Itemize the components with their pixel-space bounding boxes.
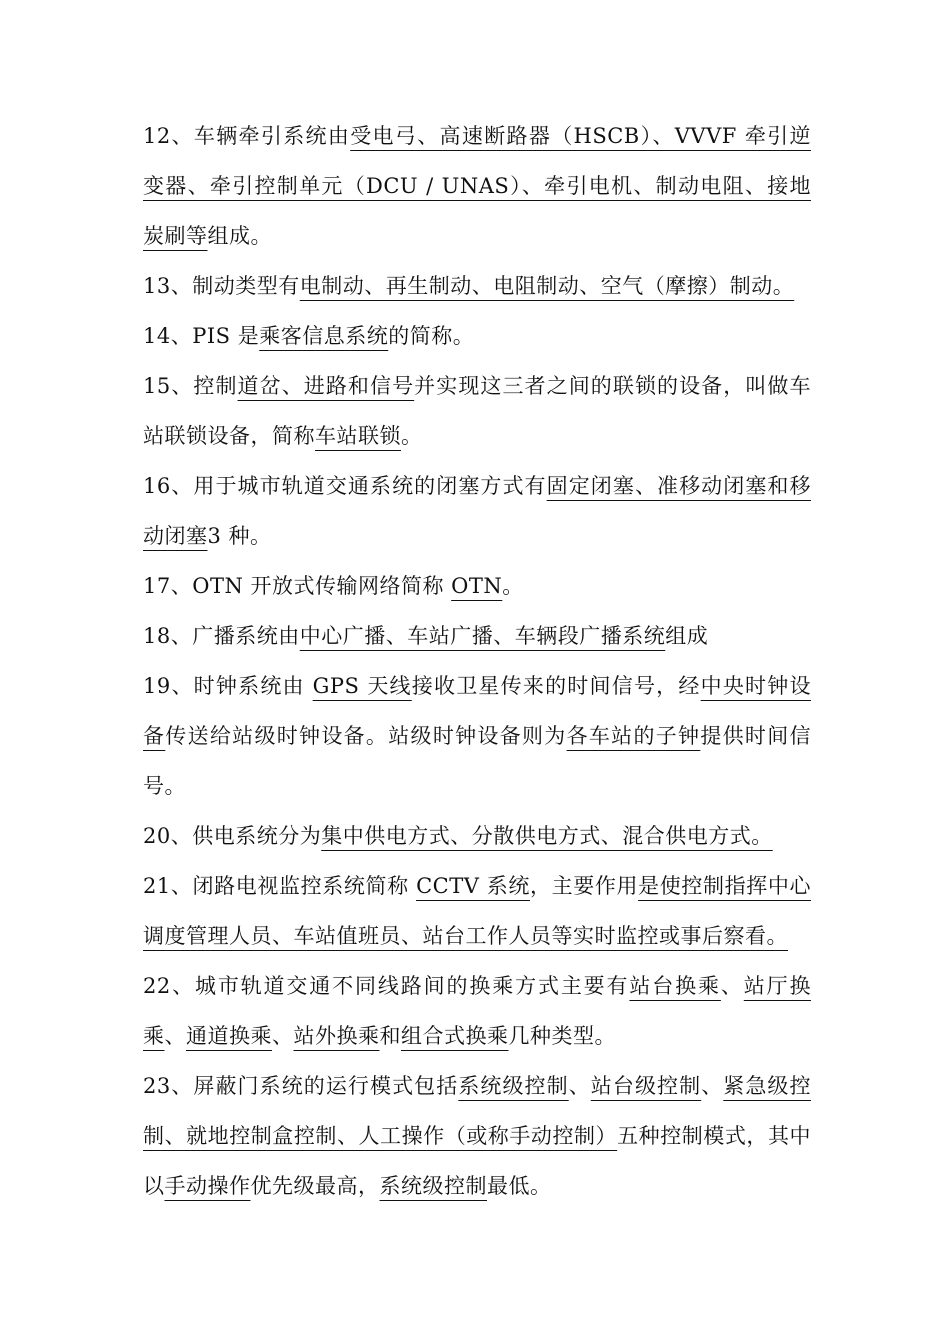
question-item-23	[143, 1061, 811, 1211]
question-text: 。	[401, 424, 423, 448]
question-item-12	[143, 111, 811, 261]
question-text: 。	[502, 574, 524, 598]
underlined-answer: 站台级控制	[590, 1074, 702, 1098]
question-text: 、	[164, 1024, 186, 1048]
question-item-17	[143, 561, 811, 611]
underlined-answer: GPS 天线	[312, 674, 412, 698]
question-item-18	[143, 611, 811, 661]
underlined-answer: 系统级控制	[458, 1074, 569, 1098]
underlined-answer: 站厅换乘	[143, 974, 811, 1048]
question-text: 提供时间信号。	[143, 724, 812, 798]
question-text: 几种类型。	[508, 1024, 616, 1048]
question-text: 最低。	[487, 1174, 552, 1198]
question-text: 14、PIS 是	[143, 324, 260, 348]
question-item-20	[143, 811, 811, 861]
underlined-answer: 站外换乘	[293, 1024, 380, 1048]
question-text: 、	[720, 974, 744, 998]
underlined-answer: 道岔、进路和信号	[237, 374, 415, 398]
question-text: 12、车辆牵引系统由	[143, 124, 351, 148]
underlined-answer: 组合式换乘	[401, 1024, 509, 1048]
underlined-answer: 通道换乘	[186, 1024, 272, 1048]
underlined-answer: 各车站的子钟	[566, 724, 701, 748]
question-text: 23、屏蔽门系统的运行模式包括	[143, 1074, 459, 1098]
underlined-answer: 手动操作	[164, 1174, 251, 1198]
question-text: 组成	[665, 624, 709, 648]
question-text: 、	[568, 1074, 591, 1098]
question-text: 、	[701, 1074, 724, 1098]
question-text: 3 种。	[207, 524, 272, 548]
underlined-answer: 紧急级控制、就地控制盒控制、人工操作（或称手动控制）	[143, 1074, 811, 1148]
question-text: 19、时钟系统由	[143, 674, 313, 698]
question-item-13	[143, 261, 811, 311]
question-text: 的简称。	[388, 324, 475, 348]
question-item-16	[143, 461, 811, 561]
question-text: 组成。	[207, 224, 272, 248]
question-text: 优先级最高，	[250, 1174, 380, 1198]
underlined-answer: 集中供电方式、分散供电方式、混合供电方式。	[321, 824, 773, 848]
question-text: 18、广播系统由	[143, 624, 300, 648]
question-text: 并实现这三者之间的联锁的设备，叫做车站联锁设备，简称	[143, 374, 811, 448]
question-text: 16、用于城市轨道交通系统的闭塞方式有	[143, 474, 547, 498]
question-item-21	[143, 861, 811, 961]
question-text: 和	[379, 1024, 401, 1048]
underlined-answer: 中央时钟设备	[143, 674, 811, 748]
question-text: 22、城市轨道交通不同线路间的换乘方式主要有	[143, 974, 630, 998]
underlined-answer: 站台换乘	[629, 974, 721, 998]
question-text: 、	[272, 1024, 294, 1048]
question-text: 13、制动类型有	[143, 274, 300, 298]
underlined-answer: 乘客信息系统	[259, 324, 389, 348]
question-text: 15、控制	[143, 374, 238, 398]
question-text: ，主要作用	[529, 874, 639, 898]
document-page	[143, 111, 811, 1211]
question-text: 五种控制模式，其中以	[143, 1124, 812, 1198]
underlined-answer: CCTV 系统	[416, 874, 530, 898]
question-text: 21、闭路电视监控系统简称	[143, 874, 417, 898]
underlined-answer: 电制动、再生制动、电阻制动、空气（摩擦）制动。	[299, 274, 795, 298]
underlined-answer: 中心广播、车站广播、车辆段广播系统	[299, 624, 666, 648]
underlined-answer: 受电弓、高速断路器（HSCB）、VVVF 牵引逆变器、牵引控制单元（DCU / UNAS）、牵引电机、制动电阻、接地炭刷等	[143, 124, 811, 248]
question-text: 20、供电系统分为	[143, 824, 322, 848]
question-text: 17、OTN 开放式传输网络简称	[143, 574, 452, 598]
question-text: 接收卫星传来的时间信号，经	[411, 674, 701, 698]
question-text: 传送给站级时钟设备。站级时钟设备则为	[165, 724, 567, 748]
underlined-answer: 固定闭塞、准移动闭塞和移动闭塞	[143, 474, 811, 548]
underlined-answer: OTN	[451, 574, 503, 598]
underlined-answer: 系统级控制	[379, 1174, 487, 1198]
question-item-19	[143, 661, 811, 811]
question-item-22	[143, 961, 811, 1061]
question-item-14	[143, 311, 811, 361]
underlined-answer: 车站联锁	[315, 424, 401, 448]
question-item-15	[143, 361, 811, 461]
underlined-answer: 是使控制指挥中心调度管理人员、车站值班员、站台工作人员等实时监控或事后察看。	[143, 874, 812, 948]
